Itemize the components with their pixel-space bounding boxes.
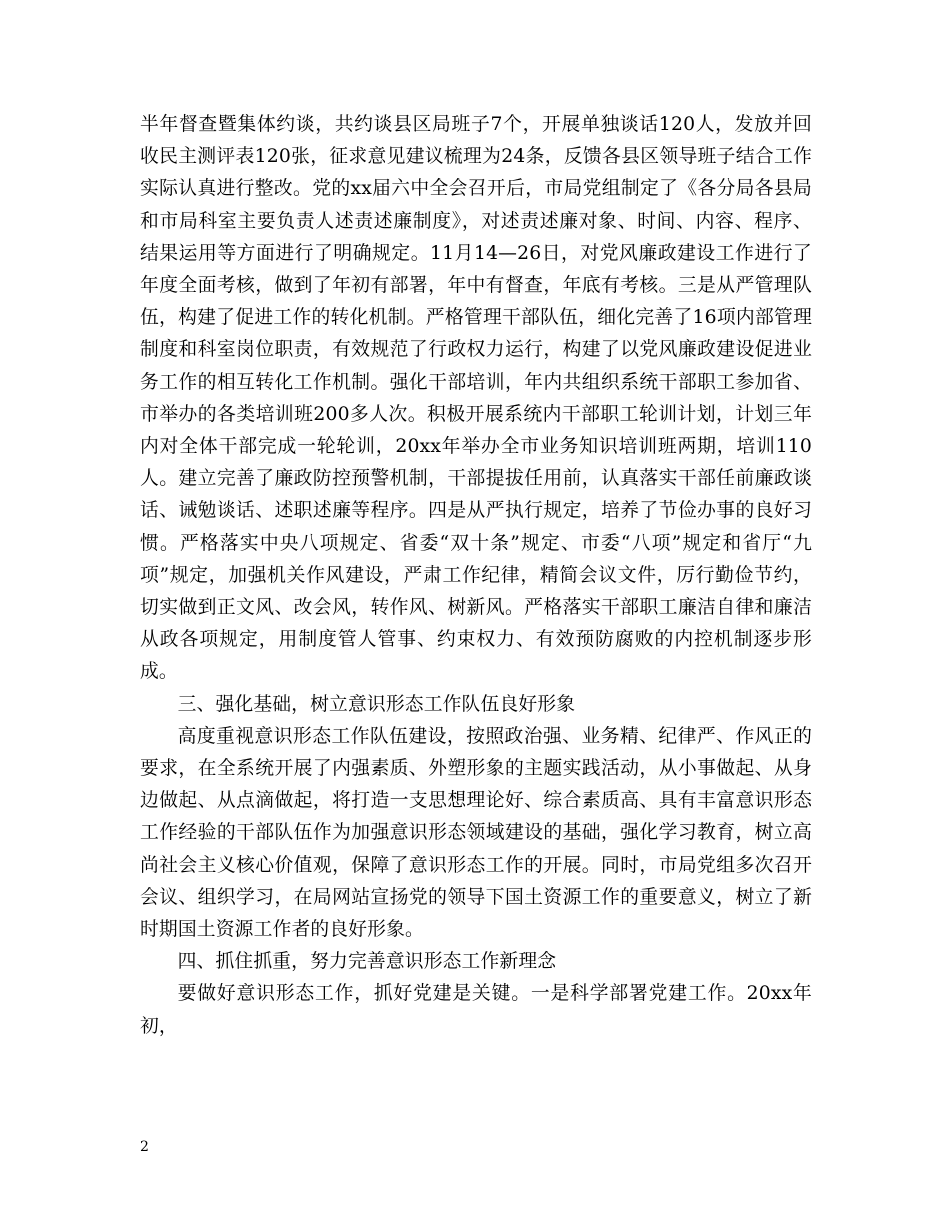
paragraph-section-four: 要做好意识形态工作，抓好党建是关键。一是科学部署党建工作。20xx年初， (140, 983, 812, 1037)
paragraph-continuation: 半年督查暨集体约谈，共约谈县区局班子7个，开展单独谈话120人，发放并回收民主测评表120张，征求意见建议梳理为24条，反馈各县区领导班子结合工作实际认真进行整改。党的xx届六中全会召开后，市局党组制定了《各分局各县局和市局科室主要负责人述责述廉制度》，对述责述廉对象、时间、内容、程序、结果运用等方面进行了明确规定。11月14—26日，对党风廉政建设工作进行了年度全面考核，做到了年初有部署，年中有督查，年底有考核。三是从严管理队伍，构建了促进工作的转化机制。严格管理干部队伍，细化完善了16项内部管理制度和科室岗位职责，有效规范了行政权力运行，构建了以党风廉政建设促进业务工作的相互转化工作机制。强化干部培训，年内共组织系统干部职工参加省、市举办的各类培训班200多人次。积极开展系统内干部职工轮训计划，计划三年内对全体干部完成一轮轮训，20xx年举办全市业务知识培训班两期，培训110人。建立完善了廉政防控预警机制，干部提拔任用前，认真落实干部任前廉政谈话、诫勉谈话、述职述廉等程序。四是从严执行规定，培养了节俭办事的良好习惯。严格落实中央八项规定、省委“双十条”规定、市委“八项”规定和省厅“九项”规定，加强机关作风建设，严肃工作纪律，精简会议文件，厉行勤俭节约，切实做到正文风、改会风，转作风、树新风。严格落实干部职工廉洁自律和廉洁从政各项规定，用制度管人管事、约束权力、有效预防腐败的内控机制逐步形成。 (140, 114, 812, 683)
section-heading-four: 四、抓住抓重，努力完善意识形态工作新理念 (177, 951, 557, 973)
body-text (140, 109, 812, 1043)
section-heading-three: 三、强化基础，树立意识形态工作队伍良好形象 (177, 693, 576, 715)
paragraph-section-three: 高度重视意识形态工作队伍建设，按照政治强、业务精、纪律严、作风正的要求，在全系统开展了内强素质、外塑形象的主题实践活动，从小事做起、从身边做起、从点滴做起，将打造一支思想理论好、综合素质高、具有丰富意识形态工作经验的干部队伍作为加强意识形态领域建设的基础，强化学习教育，树立高尚社会主义核心价值观，保障了意识形态工作的开展。同时，市局党组多次召开会议、组织学习，在局网站宣扬党的领导下国土资源工作的重要意义，树立了新时期国土资源工作者的良好形象。 (140, 725, 812, 941)
page-number: 2 (140, 1139, 149, 1155)
